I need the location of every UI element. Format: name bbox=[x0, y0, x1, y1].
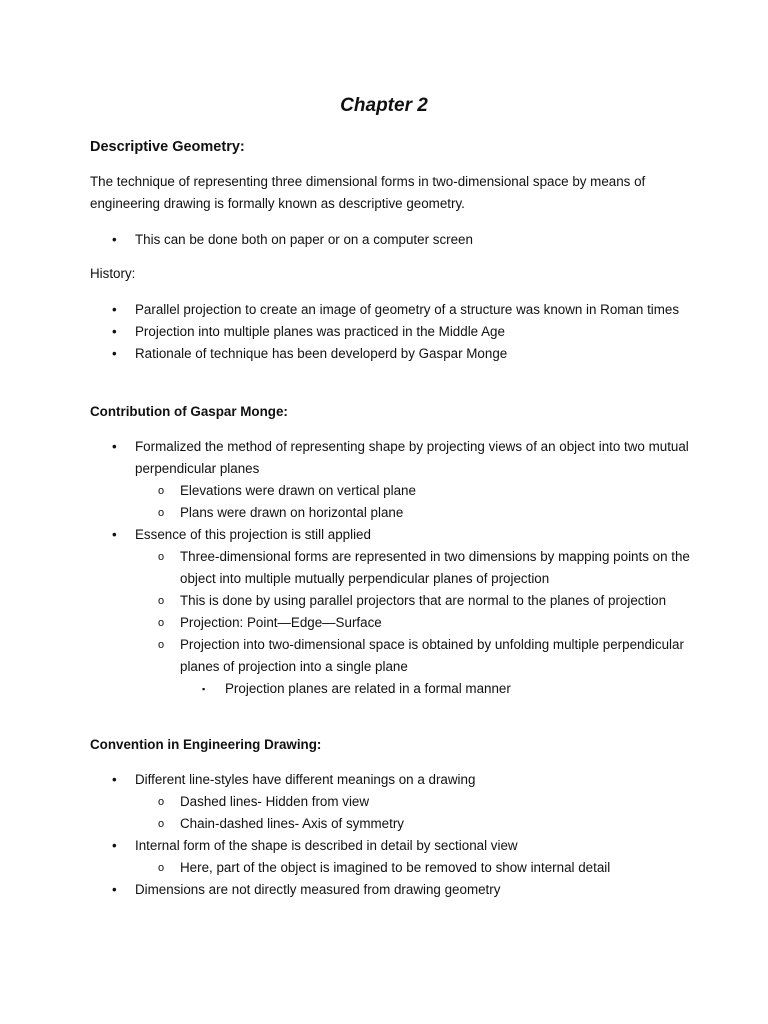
bullet-marker: • bbox=[112, 439, 117, 454]
sub-list-item: o Projection into two-dimensional space is obtained by unfolding multiple perpendicular planes of projection into a single plane ▪ Projection planes are related in a formal manner bbox=[135, 634, 690, 700]
list-item: • Rationale of technique has been developerd by Gaspar Monge bbox=[90, 343, 690, 365]
sub-bullet-marker: o bbox=[158, 639, 165, 651]
sub-bullet-marker: o bbox=[158, 617, 165, 629]
sub-bullet-marker: o bbox=[158, 507, 165, 519]
square-bullet-marker: ▪ bbox=[202, 684, 206, 694]
bullet-marker: • bbox=[112, 772, 117, 787]
bullet-marker: • bbox=[112, 324, 117, 339]
intro-paragraph: The technique of representing three dimensional forms in two-dimensional space by means of engineering drawing is formally known as descriptive geometry. bbox=[90, 174, 646, 211]
sub-sub-list-item: ▪ Projection planes are related in a formal manner bbox=[180, 678, 690, 700]
sub-list-item: o Three-dimensional forms are represented in two dimensions by mapping points on the object into multiple mutually perpendicular planes of projection bbox=[135, 546, 690, 590]
section-heading-monge: Contribution of Gaspar Monge: bbox=[90, 404, 288, 419]
sub-bullet-marker: o bbox=[158, 595, 165, 607]
sub-list-item: o Dashed lines- Hidden from view bbox=[135, 791, 690, 813]
list-item: • Essence of this projection is still applied o Three-dimensional forms are represented in two dimensions by mapping points on the object into multiple mutually perpendicular planes of projection o This is done by using parallel projectors that are normal to the planes of projection o Projection: Point—Edge—Surface o Projection into two-dimensional space is obtained by unfolding multiple perpendicular planes of projection into a single plane ▪ Projection planes are related in a formal manner bbox=[90, 524, 690, 700]
section-heading-convention: Convention in Engineering Drawing: bbox=[90, 737, 322, 752]
sub-bullet-marker: o bbox=[158, 485, 165, 497]
sub-bullet-marker: o bbox=[158, 862, 165, 874]
bullet-marker: • bbox=[112, 838, 117, 853]
bullet-marker: • bbox=[112, 232, 117, 247]
sub-bullet-marker: o bbox=[158, 796, 165, 808]
list-item: • Formalized the method of representing shape by projecting views of an object into two mutual perpendicular planes o Elevations were drawn on vertical plane o Plans were drawn on horizontal plane bbox=[90, 436, 690, 524]
list-item: • This can be done both on paper or on a computer screen bbox=[90, 229, 690, 251]
list-item: • Projection into multiple planes was practiced in the Middle Age bbox=[90, 321, 690, 343]
list-item: • Different line-styles have different meanings on a drawing o Dashed lines- Hidden from view o Chain-dashed lines- Axis of symmetry bbox=[90, 769, 690, 835]
list-item: • Internal form of the shape is described in detail by sectional view o Here, part of the object is imagined to be removed to show internal detail bbox=[90, 835, 690, 879]
sub-list-item: o Plans were drawn on horizontal plane bbox=[135, 502, 690, 524]
bullet-marker: • bbox=[112, 882, 117, 897]
bullet-marker: • bbox=[112, 346, 117, 361]
history-list bbox=[90, 299, 690, 365]
bullet-marker: • bbox=[112, 302, 117, 317]
monge-list bbox=[90, 436, 690, 700]
sub-bullet-marker: o bbox=[158, 551, 165, 563]
descriptive-geometry-list bbox=[90, 229, 690, 251]
sub-bullet-marker: o bbox=[158, 818, 165, 830]
sub-list-item: o Here, part of the object is imagined to be removed to show internal detail bbox=[135, 857, 690, 879]
list-item: • Dimensions are not directly measured from drawing geometry bbox=[90, 879, 690, 901]
sub-list-item: o This is done by using parallel projectors that are normal to the planes of projection bbox=[135, 590, 690, 612]
list-item: • Parallel projection to create an image of geometry of a structure was known in Roman times bbox=[90, 299, 690, 321]
sub-list-item: o Projection: Point—Edge—Surface bbox=[135, 612, 690, 634]
bullet-marker: • bbox=[112, 527, 117, 542]
sub-list-item: o Elevations were drawn on vertical plane bbox=[135, 480, 690, 502]
convention-list bbox=[90, 769, 690, 901]
section-heading-descriptive-geometry: Descriptive Geometry: bbox=[90, 139, 245, 155]
section-heading-history: History: bbox=[90, 266, 136, 281]
chapter-title: Chapter 2 bbox=[340, 95, 428, 116]
sub-list-item: o Chain-dashed lines- Axis of symmetry bbox=[135, 813, 690, 835]
